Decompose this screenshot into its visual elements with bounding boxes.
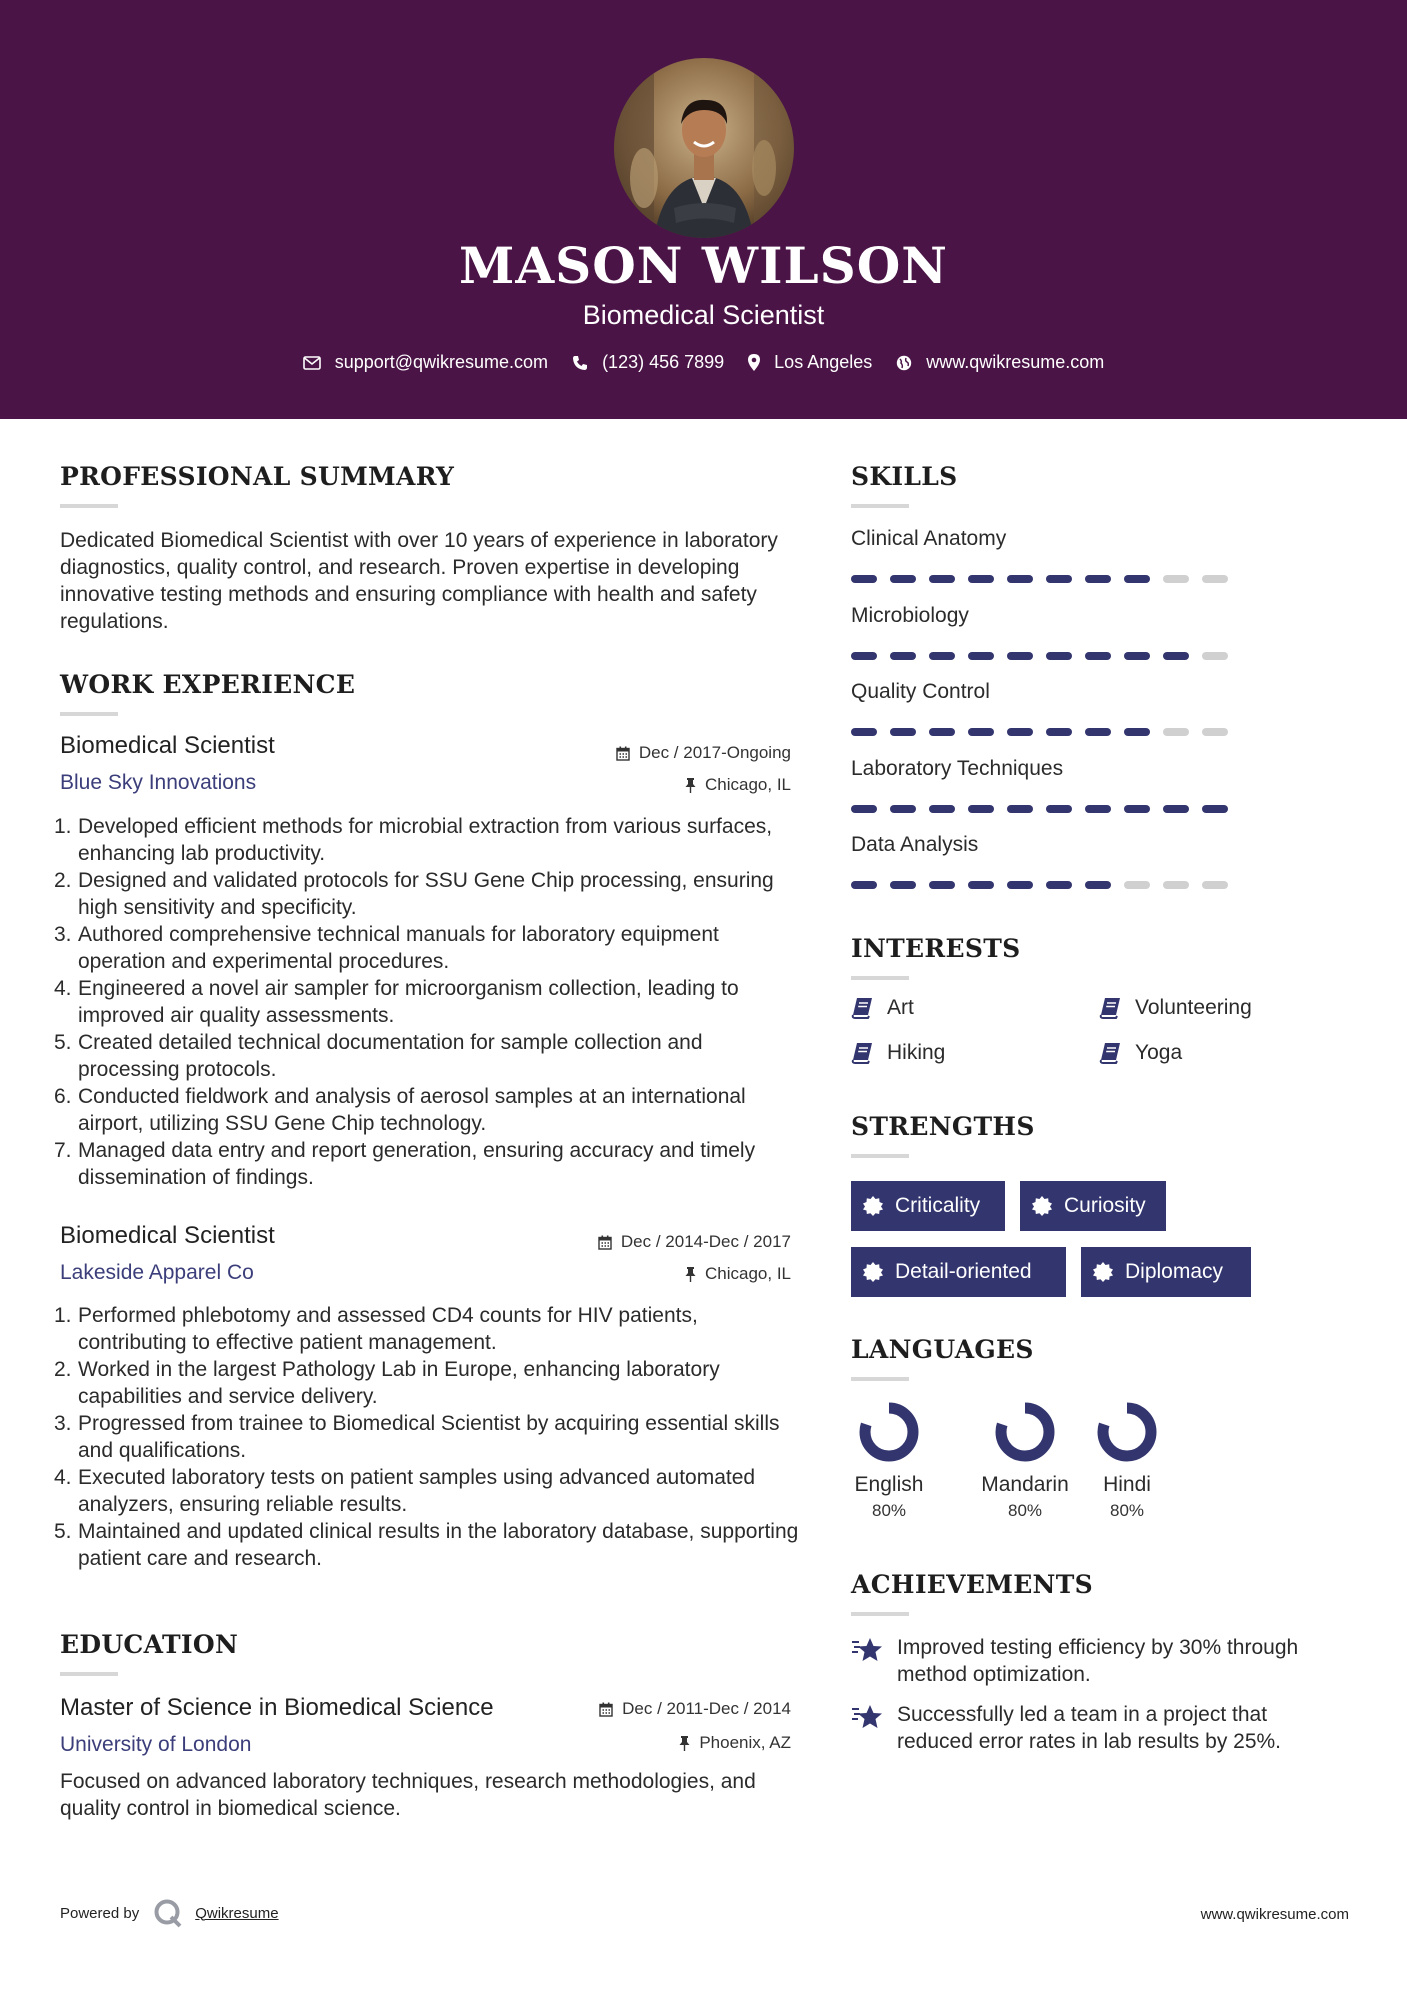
powered-by-label: Powered by (60, 1904, 140, 1922)
candidate-title: Biomedical Scientist (582, 300, 825, 330)
languages-rule (851, 1377, 909, 1381)
rating-dot (1085, 575, 1111, 583)
rating-dot (851, 575, 877, 583)
rating-dot (929, 805, 955, 813)
school-name: University of London (60, 1733, 252, 1756)
education-rule (60, 1672, 118, 1676)
rating-dot (1124, 652, 1150, 660)
rating-dot (1046, 652, 1072, 660)
skill-rating (851, 728, 1241, 736)
rating-dot (968, 652, 994, 660)
badge-icon (863, 1196, 883, 1216)
list-item: 7. Managed data entry and report generation, ensuring accuracy and timely dissemination of findings. (54, 1139, 756, 1189)
education-location: Phoenix, AZ (540, 1733, 791, 1753)
rating-dot (1007, 728, 1033, 736)
contact-website[interactable] (896, 352, 1104, 373)
rating-dot (968, 881, 994, 889)
language-name: English (854, 1473, 924, 1496)
job-bullets-1 (54, 813, 800, 1191)
rating-dot (1124, 575, 1150, 583)
rating-dot (890, 881, 916, 889)
language-ring (859, 1402, 919, 1462)
job-company-2: Lakeside Apparel Co (60, 1261, 254, 1284)
footer-website[interactable]: www.qwikresume.com (1200, 1906, 1349, 1923)
qwikresume-logo-icon (153, 1898, 183, 1928)
rating-dot (1124, 728, 1150, 736)
book-icon (851, 1042, 873, 1064)
rating-dot (1085, 652, 1111, 660)
strength-chip-diplomacy: Diplomacy (1081, 1247, 1251, 1297)
rating-dot (1085, 805, 1111, 813)
candidate-name: MASON WILSON (459, 236, 948, 295)
list-item: 3. Authored comprehensive technical manuals for laboratory equipment operation and experimental procedures. (54, 923, 719, 973)
rating-dot (851, 805, 877, 813)
book-icon (1099, 997, 1121, 1019)
strengths-rule (851, 1154, 909, 1158)
rating-dot (1163, 575, 1189, 583)
rating-dot (929, 652, 955, 660)
list-item: 1. Performed phlebotomy and assessed CD4 counts for HIV patients, contributing to effective patient management. (54, 1304, 698, 1354)
star-award-icon (851, 1703, 883, 1731)
job-bullets-2 (54, 1302, 800, 1572)
rating-dot (1124, 881, 1150, 889)
interest-item-yoga: Yoga (1099, 1041, 1182, 1065)
language-progress-arc (1103, 1408, 1151, 1456)
language-percent: 80% (1109, 1501, 1145, 1520)
interests-rule (851, 976, 909, 980)
experience-rule (60, 712, 118, 716)
interest-item-art: Art (851, 996, 914, 1020)
list-item: 2. Designed and validated protocols for SSU Gene Chip processing, ensuring high sensitivity and specificity. (54, 869, 774, 919)
job-title-1: Biomedical Scientist (60, 732, 275, 759)
strengths-heading: STRENGTHS (851, 1112, 1035, 1141)
skill-name: Microbiology (851, 603, 969, 627)
map-pin-icon (748, 354, 760, 371)
calendar-icon (616, 746, 630, 761)
rating-dot (929, 881, 955, 889)
rating-dot (1046, 575, 1072, 583)
contact-email[interactable] (303, 352, 548, 373)
rating-dot (890, 652, 916, 660)
skills-heading: SKILLS (851, 462, 958, 491)
book-icon (851, 997, 873, 1019)
location-text: Los Angeles (774, 352, 873, 372)
contact-bar (0, 352, 1407, 373)
achievement-item-2: Successfully led a team in a project that reduced error rates in lab results by 25%. (851, 1701, 1331, 1755)
summary-text: Dedicated Biomedical Scientist with over 10 years of experience in laboratory diagnostics, quality control, and research. Proven expertise in developing innovative testing methods and ensuring compliance with health and safety regulations. (60, 529, 778, 633)
achievement-item-1: Improved testing efficiency by 30% through method optimization. (851, 1634, 1331, 1688)
rating-dot (1163, 652, 1189, 660)
list-item: 4. Executed laboratory tests on patient samples using advanced automated analyzers, ensuring reliable results. (54, 1466, 756, 1516)
rating-dot (1046, 881, 1072, 889)
education-text: Focused on advanced laboratory techniques, research methodologies, and quality control in biomedical science. (60, 1770, 756, 1820)
language-ring (995, 1402, 1055, 1462)
job-title-2: Biomedical Scientist (60, 1222, 275, 1249)
badge-icon (1032, 1196, 1052, 1216)
language-percent: 80% (871, 1501, 907, 1520)
job-dates-1: Dec / 2017-Ongoing (540, 743, 791, 763)
rating-dot (1007, 805, 1033, 813)
language-progress-arc (865, 1408, 913, 1456)
rating-dot (1046, 728, 1072, 736)
list-item: 1. Developed efficient methods for microbial extraction from various surfaces, enhancing lab productivity. (54, 815, 773, 865)
skill-name: Quality Control (851, 680, 990, 703)
job-company-1: Blue Sky Innovations (60, 771, 257, 794)
badge-icon (863, 1262, 883, 1282)
rating-dot (1202, 652, 1228, 660)
language-item (1072, 1402, 1182, 1521)
education-heading: EDUCATION (60, 1630, 239, 1659)
job-dates-2: Dec / 2014-Dec / 2017 (540, 1232, 791, 1252)
degree-title: Master of Science in Biomedical Science (60, 1694, 494, 1721)
achievements-heading: ACHIEVEMENTS (851, 1570, 1093, 1599)
contact-phone[interactable] (572, 352, 724, 373)
language-name: Hindi (1103, 1473, 1151, 1496)
book-icon (1099, 1042, 1121, 1064)
qwikresume-link[interactable]: Qwikresume (195, 1904, 279, 1922)
rating-dot (1124, 805, 1150, 813)
summary-heading: PROFESSIONAL SUMMARY (60, 462, 455, 491)
rating-dot (968, 575, 994, 583)
rating-dot (1163, 805, 1189, 813)
list-item: 5. Created detailed technical documentation for sample collection and processing protocols. (54, 1031, 703, 1081)
skill-rating (851, 652, 1241, 660)
education-dates: Dec / 2011-Dec / 2014 (540, 1699, 791, 1719)
resume-header (0, 0, 1407, 419)
rating-dot (890, 805, 916, 813)
rating-dot (851, 728, 877, 736)
skill-rating (851, 575, 1241, 583)
strength-chip-curiosity: Curiosity (1020, 1181, 1166, 1231)
job-location-2: Chicago, IL (540, 1264, 791, 1284)
achievements-rule (851, 1612, 909, 1616)
rating-dot (1007, 652, 1033, 660)
rating-dot (968, 728, 994, 736)
rating-dot (968, 805, 994, 813)
language-item (970, 1402, 1080, 1521)
languages-heading: LANGUAGES (851, 1335, 1034, 1364)
profile-photo (614, 58, 794, 238)
skill-name: Data Analysis (851, 833, 979, 856)
list-item: 6. Conducted fieldwork and analysis of aerosol samples at an international airport, utilizing SSU Gene Chip technology. (54, 1085, 746, 1135)
language-progress-arc (1001, 1408, 1049, 1456)
list-item: 3. Progressed from trainee to Biomedical Scientist by acquiring essential skills and qualifications. (54, 1412, 780, 1462)
rating-dot (1202, 805, 1228, 813)
phone-text: (123) 456 7899 (602, 352, 725, 372)
rating-dot (851, 881, 877, 889)
rating-dot (1007, 575, 1033, 583)
rating-dot (1202, 728, 1228, 736)
phone-icon (572, 355, 588, 371)
envelope-icon (303, 356, 321, 370)
summary-rule (60, 504, 118, 508)
language-percent: 80% (1007, 1501, 1043, 1520)
list-item: 2. Worked in the largest Pathology Lab in Europe, enhancing laboratory capabilities and service delivery. (54, 1358, 720, 1408)
job-location-1: Chicago, IL (540, 775, 791, 795)
rating-dot (1163, 728, 1189, 736)
pushpin-icon (685, 778, 696, 793)
footer-powered-by (60, 1898, 279, 1928)
pushpin-icon (679, 1736, 690, 1751)
language-name: Mandarin (981, 1473, 1069, 1496)
rating-dot (890, 575, 916, 583)
email-text: support@qwikresume.com (334, 352, 549, 372)
contact-location (748, 352, 872, 373)
skill-name: Laboratory Techniques (851, 756, 1064, 780)
rating-dot (1007, 881, 1033, 889)
skill-name: Clinical Anatomy (851, 527, 1007, 550)
rating-dot (1085, 728, 1111, 736)
calendar-icon (598, 1235, 612, 1250)
rating-dot (929, 728, 955, 736)
rating-dot (851, 652, 877, 660)
star-award-icon (851, 1636, 883, 1664)
strength-chip-detail-oriented: Detail-oriented (851, 1247, 1066, 1297)
rating-dot (1085, 881, 1111, 889)
language-ring (1097, 1402, 1157, 1462)
rating-dot (1046, 805, 1072, 813)
globe-icon (896, 355, 912, 371)
calendar-icon (599, 1702, 613, 1717)
interest-item-hiking: Hiking (851, 1041, 945, 1065)
rating-dot (1202, 575, 1228, 583)
website-text: www.qwikresume.com (926, 352, 1105, 372)
interests-heading: INTERESTS (851, 934, 1021, 963)
rating-dot (1202, 881, 1228, 889)
badge-icon (1093, 1262, 1113, 1282)
skill-rating (851, 881, 1241, 889)
rating-dot (1163, 881, 1189, 889)
list-item: 4. Engineered a novel air sampler for microorganism collection, leading to improved air quality assessments. (54, 977, 739, 1027)
pushpin-icon (685, 1267, 696, 1282)
rating-dot (929, 575, 955, 583)
skill-rating (851, 805, 1241, 813)
interest-item-volunteering: Volunteering (1099, 996, 1252, 1020)
list-item: 5. Maintained and updated clinical results in the laboratory database, supporting patient care and research. (54, 1520, 799, 1570)
rating-dot (890, 728, 916, 736)
language-item (834, 1402, 944, 1521)
experience-heading: WORK EXPERIENCE (60, 670, 356, 699)
skills-rule (851, 504, 909, 508)
strength-chip-criticality: Criticality (851, 1181, 1005, 1231)
